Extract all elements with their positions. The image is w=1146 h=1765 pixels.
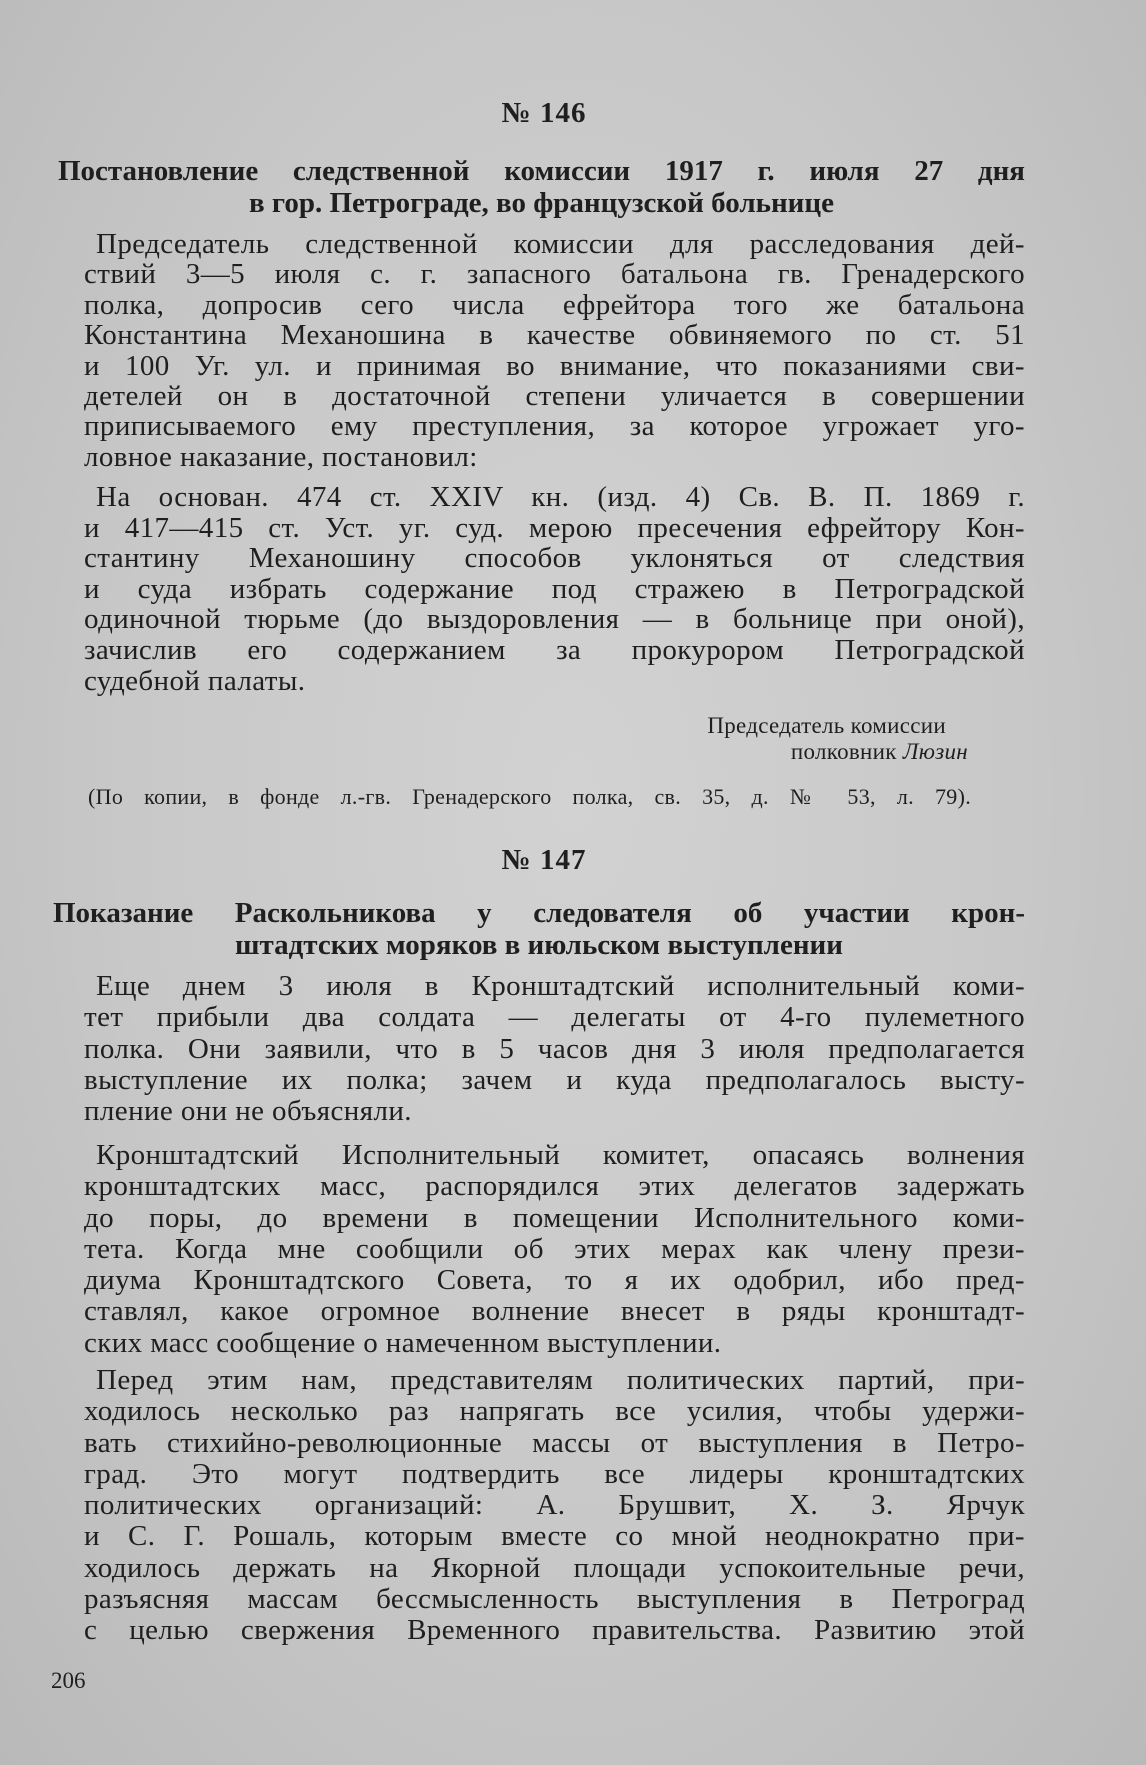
paragraph-line: Председатель следственной комиссии для расследования дей- [96, 229, 1025, 260]
paragraph-line: кронштадтских масс, распорядился этих делегатов задержать [84, 1171, 1025, 1203]
paragraph-line: ходилось держать на Якорной площади успокоительные речи, [84, 1552, 1025, 1584]
title-line: Постановление следственной комиссии 1917 г. июля 27 дня [58, 155, 1025, 187]
paragraph-line: полка. Они заявили, что в 5 часов дня 3 июля предполагается [84, 1033, 1025, 1065]
paragraph-line: детелей он в достаточной степени уличается в совершении [84, 380, 1025, 412]
paragraph-line: ходилось несколько раз напрягать все усилия, чтобы удержи- [84, 1396, 1025, 1428]
paragraph-line: одиночной тюрьме (до выздоровления — в больнице при оной), [84, 604, 1025, 635]
signature-block [0, 739, 968, 765]
paragraph-line: Кронштадтский Исполнительный комитет, опасаясь волнения [96, 1140, 1025, 1171]
paragraph-line: политических организаций: А. Брушвит, Х. З. Ярчук [84, 1490, 1025, 1522]
paragraph-line: ских масс сообщение о намеченном выступлении. [84, 1327, 722, 1359]
title-line: штадтских моряков в июльском выступлении [235, 929, 843, 961]
paragraph [84, 1365, 1025, 1647]
paragraph-line: На основан. 474 ст. XXIV кн. (изд. 4) Св. В. П. 1869 г. [96, 482, 1025, 513]
paragraph-line: выступление их полка; зачем и куда предполагалось высту- [84, 1064, 1025, 1096]
page-number: 206 [51, 1668, 86, 1693]
paragraph-line: Еще днем 3 июля в Кронштадтский исполнительный коми- [96, 971, 1025, 1002]
paragraph [84, 482, 1025, 696]
document-number: № 146 [501, 97, 587, 129]
paragraph-line: ставлял, какое огромное волнение внесет в ряды кронштадт- [84, 1296, 1025, 1328]
paragraph-line: град. Это могут подтвердить все лидеры кронштадтских [84, 1458, 1025, 1490]
paragraph-line: стантину Механошину способов уклоняться от следствия [84, 543, 1025, 574]
paragraph [84, 229, 1025, 472]
paragraph-line: и С. Г. Рошаль, которым вместе со мной неоднократно при- [84, 1521, 1025, 1553]
paragraph-line: и 100 Уг. ул. и принимая во внимание, что показаниями сви- [84, 350, 1025, 381]
paragraph-line: и 417—415 ст. Уст. уг. суд. мерою пресечения ефрейтору Кон- [84, 512, 1025, 544]
document-title [53, 897, 1025, 961]
paragraph-line: ствий 3—5 июля с. г. запасного батальона гв. Гренадерского [84, 259, 1025, 290]
paragraph-line: до поры, до времени в помещении Исполнительного коми- [84, 1202, 1025, 1234]
paragraph-line: диума Кронштадтского Совета, то я их одобрил, ибо пред- [84, 1265, 1025, 1297]
title-line: в гор. Петрограде, во французской больнице [249, 187, 834, 219]
document-number: № 147 [501, 844, 587, 876]
paragraph-line: пление они не объясняли. [84, 1096, 412, 1128]
paragraph-line: и суда избрать содержание под стражею в Петроградской [84, 573, 1025, 605]
signature-rank: полковник [790, 739, 897, 764]
paragraph-line: Перед этим нам, представителям политических партий, при- [96, 1365, 1025, 1396]
paragraph-line: полка, допросив сего числа ефрейтора того же батальона [84, 289, 1025, 321]
paragraph-line: ловное наказание, постановил: [84, 441, 478, 473]
paragraph-line: Константина Механошина в качестве обвиняемого по ст. 51 [84, 320, 1025, 351]
paragraph-line: приписываемого ему преступления, за которое угрожает уго- [84, 411, 1025, 442]
paragraph-line: тета. Когда мне сообщили об этих мерах как члену прези- [84, 1233, 1025, 1265]
paragraph-line: тет прибыли два солдата — делегаты от 4-го пулеметного [84, 1002, 1025, 1034]
paragraph-line: с целью свержения Временного правительства. Развитию этой [84, 1615, 1025, 1647]
paragraph-line: вать стихийно-революционные массы от выступления в Петро- [84, 1427, 1025, 1459]
paragraph [84, 1140, 1025, 1359]
paragraph [84, 971, 1025, 1127]
paragraph-line: разъясняя массам бессмысленность выступления в Петроград [84, 1584, 1025, 1616]
paragraph-line: судебной палаты. [84, 665, 306, 697]
signature-name: Люзин [902, 739, 968, 764]
title-line: Показание Раскольникова у следователя об участии крон- [53, 897, 1025, 929]
document-title [58, 155, 1025, 219]
source-note: (По копии, в фонде л.-гв. Гренадерского полка, св. 35, д. № 53, л. 79). [88, 784, 971, 809]
signature-position: Председатель комиссии [707, 713, 946, 738]
paragraph-line: зачислив его содержанием за прокурором Петроградской [84, 634, 1025, 666]
